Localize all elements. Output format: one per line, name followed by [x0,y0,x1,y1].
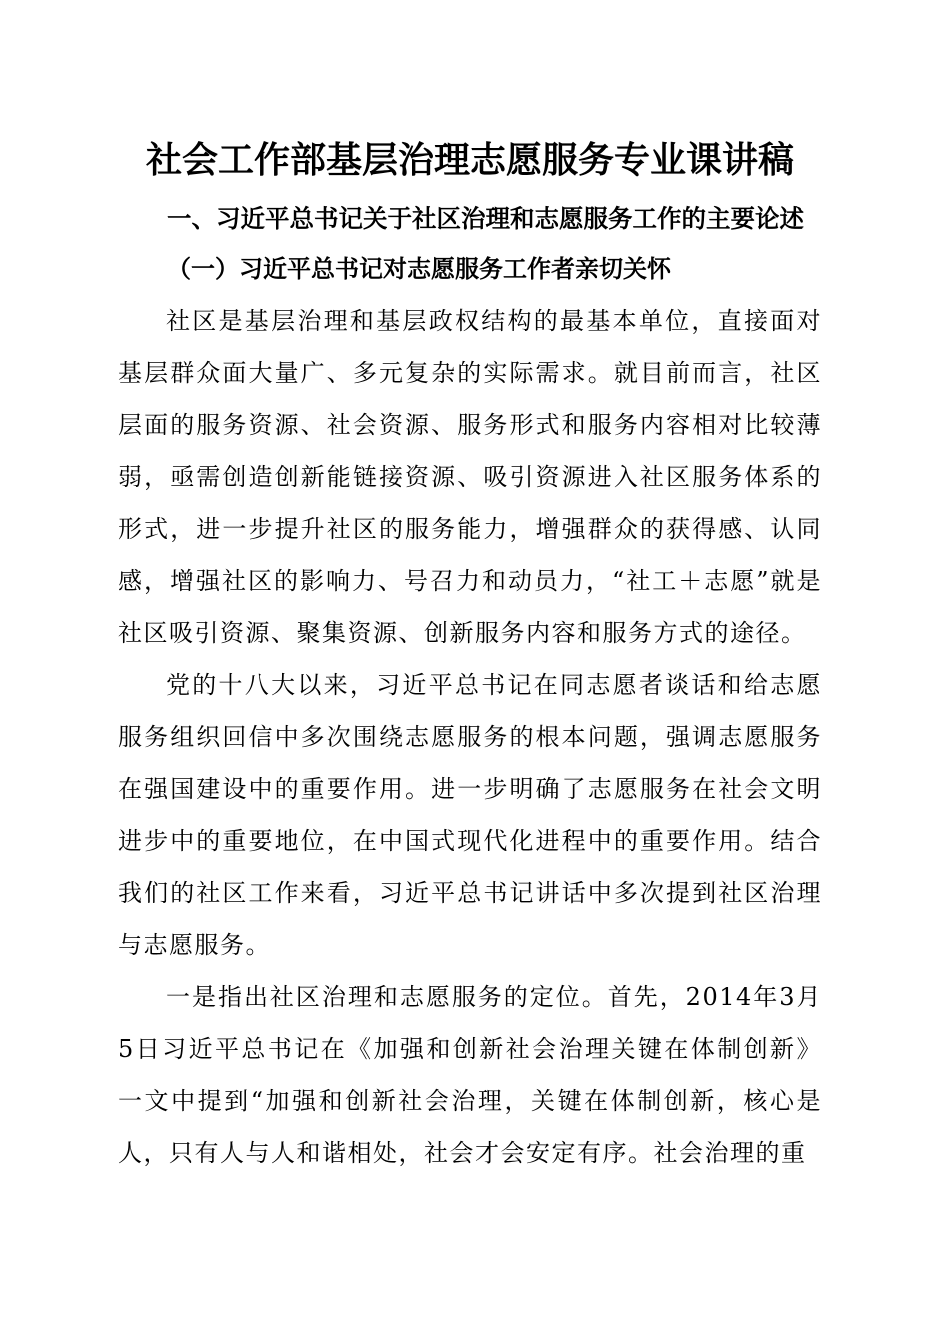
subsection-heading: （一）习近平总书记对志愿服务工作者亲切关怀 [167,254,671,283]
body-paragraph-1: 社区是基层治理和基层政权结构的最基本单位，直接面对基层群众面大量广、多元复杂的实际需求。就目前而言，社区层面的服务资源、社会资源、服务形式和服务内容相对比较薄弱，亟需创造创新能链接资源、吸引资源进入社区服务体系的形式，进一步提升社区的服务能力，增强群众的获得感、认同感，增强社区的影响力、号召力和动员力，“社工＋志愿”就是社区吸引资源、聚集资源、创新服务内容和服务方式的途径。 [118,307,822,647]
document-title: 社会工作部基层治理志愿服务专业课讲稿 [145,140,794,181]
document-page [118,135,822,1179]
section-heading: 一、习近平总书记关于社区治理和志愿服务工作的主要论述 [167,204,804,233]
body-paragraph-2: 党的十八大以来，习近平总书记在同志愿者谈话和给志愿服务组织回信中多次围绕志愿服务的根本问题，强调志愿服务在强国建设中的重要作用。进一步明确了志愿服务在社会文明进步中的重要地位，在中国式现代化进程中的重要作用。结合我们的社区工作来看，习近平总书记讲话中多次提到社区治理与志愿服务。 [118,671,822,959]
body-paragraph-3: 一是指出社区治理和志愿服务的定位。首先，2014年3月5日习近平总书记在《加强和创新社会治理关键在体制创新》一文中提到“加强和创新社会治理，关键在体制创新，核心是人，只有人与人和谐相处，社会才会安定有序。社会治理的重 [118,983,822,1167]
